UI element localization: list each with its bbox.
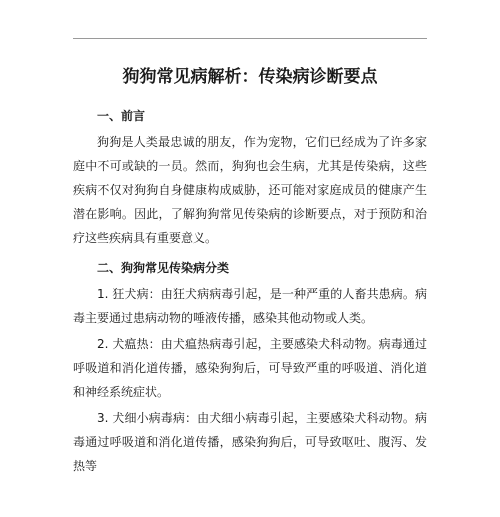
document-title: 狗狗常见病解析：传染病诊断要点 (122, 67, 378, 87)
preface-paragraph: 狗狗是人类最忠诚的朋友，作为宠物，它们已经成为了许多家庭中不可或缺的一员。然而，狗狗也会生病，尤其是传染病，这些疾病不仅对狗狗自身健康构成威胁，还可能对家庭成员的健康产生潜在影响。因此，了解狗狗常见传染病的诊断要点，对于预防和治疗这些疾病具有重要意义。 (73, 135, 427, 245)
list-item-rabies: 1. 狂犬病：由狂犬病病毒引起，是一种严重的人畜共患病。病毒主要通过患病动物的唾液传播，感染其他动物或人类。 (73, 287, 427, 325)
section-heading-preface: 一、前言 (97, 109, 146, 123)
section-heading-disease-classification: 二、狗狗常见传染病分类 (97, 261, 230, 275)
list-item-canine-parvovirus: 3. 犬细小病毒病：由犬细小病毒引起，主要感染犬科动物。病毒通过呼吸道和消化道传播，感染狗狗后，可导致呕吐、腹泻、发热等 (73, 411, 427, 473)
header-rule (73, 38, 427, 39)
document-page (73, 64, 427, 478)
list-item-canine-distemper: 2. 犬瘟热：由犬瘟热病毒引起，主要感染犬科动物。病毒通过呼吸道和消化道传播，感染狗狗后，可导致严重的呼吸道、消化道和神经系统症状。 (73, 337, 427, 399)
